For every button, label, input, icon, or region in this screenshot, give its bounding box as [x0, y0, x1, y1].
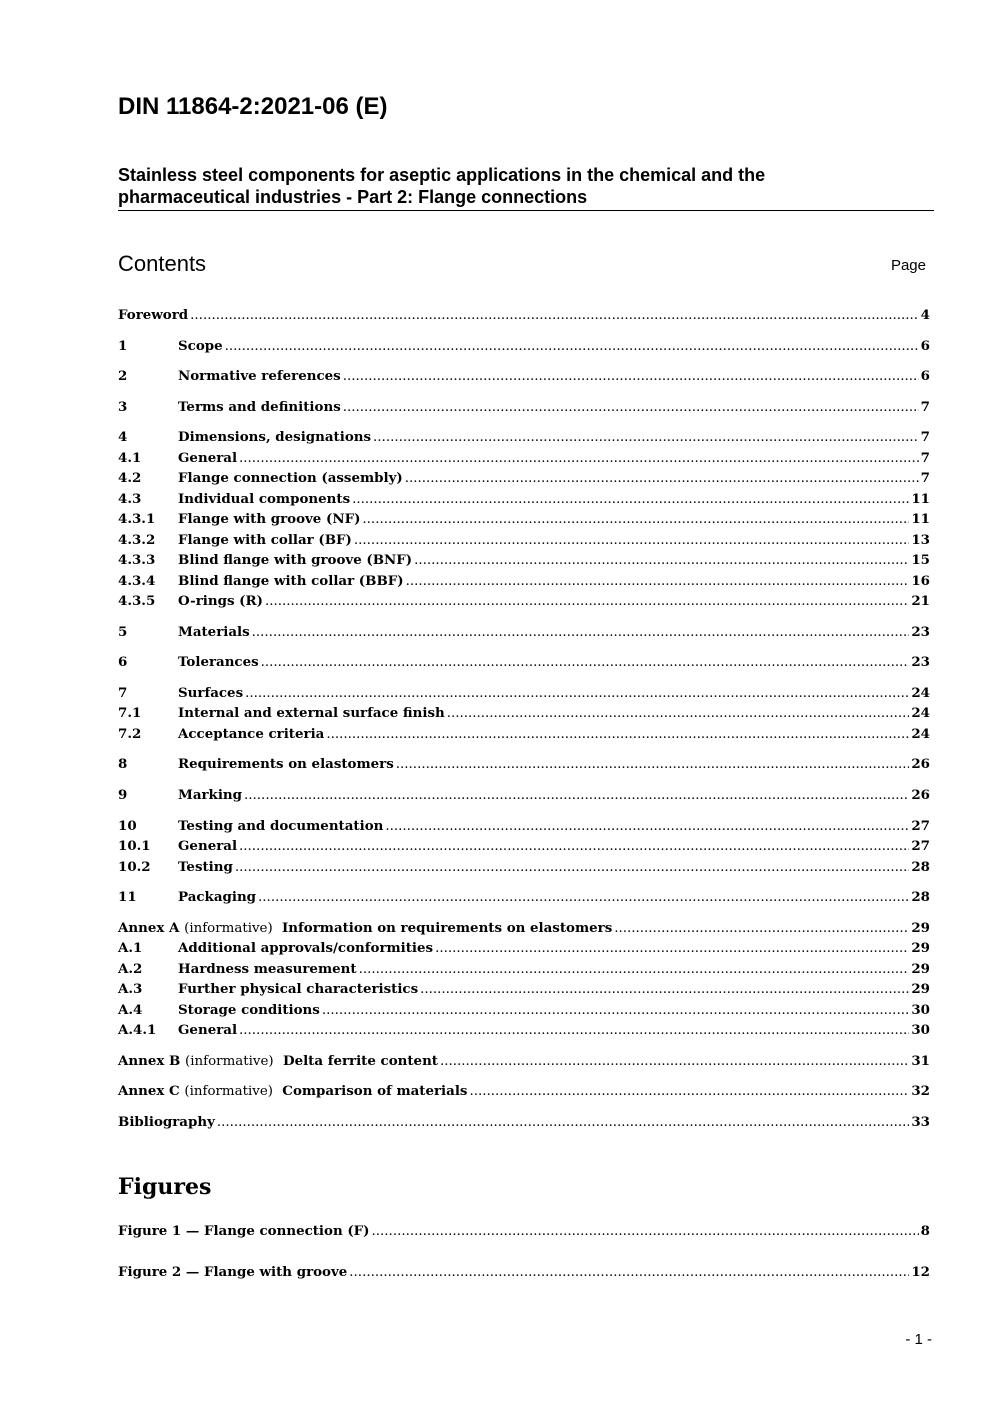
toc-entry-label: Flange with groove (NF): [178, 511, 361, 527]
toc-entry-number: 5: [118, 624, 128, 640]
toc-entry-number: 4.3.3: [118, 552, 156, 568]
toc-entry[interactable]: [118, 705, 930, 725]
figure-entry-page: 12: [911, 1264, 930, 1280]
toc-entry-page: 27: [911, 838, 930, 854]
toc-entry[interactable]: [118, 818, 930, 838]
annex-id: Annex C: [118, 1083, 180, 1099]
dot-leader: [440, 1054, 909, 1069]
toc-entry-number: 4.2: [118, 470, 142, 486]
figure-entry-page: 8: [920, 1223, 930, 1239]
dot-leader: [217, 1115, 910, 1130]
figure-entry[interactable]: [118, 1264, 930, 1284]
page-column-label: Page: [890, 257, 926, 274]
toc-entry-page: 24: [911, 685, 930, 701]
toc-entry-label: Acceptance criteria: [178, 726, 325, 742]
dot-leader: [405, 471, 919, 486]
dot-leader: [326, 727, 909, 742]
dot-leader: [244, 788, 909, 803]
dot-leader: [252, 625, 910, 640]
contents-heading: Contents: [118, 251, 207, 276]
toc-entry-label: Dimensions, designations: [178, 429, 372, 445]
toc-entry-label: Surfaces: [178, 685, 244, 701]
toc-entry-label: Additional approvals/conformities: [178, 940, 434, 956]
dot-leader: [362, 512, 909, 527]
toc-entry-number: 1: [118, 338, 128, 354]
toc-entry-number: 4.3: [118, 491, 142, 507]
annex-title: Information on requirements on elastomers: [282, 920, 613, 936]
toc-entry-label: Blind flange with collar (BBF): [178, 573, 404, 589]
toc-entry[interactable]: [118, 1002, 930, 1022]
toc-entry-page: 7: [920, 470, 930, 486]
toc-entry-page: 29: [911, 981, 930, 997]
toc-entry[interactable]: [118, 1053, 930, 1073]
dot-leader: [406, 574, 910, 589]
toc-entry-number: 7.2: [118, 726, 142, 742]
toc-entry-page: 13: [911, 532, 930, 548]
dot-leader: [372, 1224, 919, 1239]
toc-entry-label: General: [178, 1022, 238, 1038]
toc-entry-page: 15: [911, 552, 930, 568]
dot-leader: [235, 860, 910, 875]
toc-entry[interactable]: [118, 532, 930, 552]
annex-id: Annex B: [118, 1053, 181, 1069]
toc-entry-label: Flange with collar (BF): [178, 532, 352, 548]
toc-entry-label: Further physical characteristics: [178, 981, 419, 997]
toc-entry-page: 7: [920, 450, 930, 466]
dot-leader: [265, 594, 909, 609]
toc-entry-page: 23: [911, 624, 930, 640]
toc-entry-label: Foreword: [118, 307, 189, 323]
toc-entry-number: 4.3.1: [118, 511, 156, 527]
toc-entry-number: 4.1: [118, 450, 142, 466]
page-number: - 1 -: [905, 1331, 932, 1348]
toc-entry-label: Hardness measurement: [178, 961, 357, 977]
document-id: DIN 11864-2:2021-06 (E): [118, 93, 388, 120]
toc-entry[interactable]: [118, 1083, 930, 1103]
dot-leader: [420, 982, 909, 997]
toc-entry[interactable]: [118, 491, 930, 511]
toc-entry[interactable]: [118, 889, 930, 909]
toc-entry-number: 4.3.5: [118, 593, 156, 609]
toc-entry-number: 10: [118, 818, 137, 834]
toc-entry-page: 30: [911, 1022, 930, 1038]
toc-entry[interactable]: [118, 511, 930, 531]
document-title-line-1: Stainless steel components for aseptic applications in the chemical and the: [118, 165, 766, 185]
toc-entry-number: 9: [118, 787, 128, 803]
toc-entry[interactable]: [118, 450, 930, 470]
toc-entry-number: 4.3.2: [118, 532, 156, 548]
toc-entry-page: 11: [911, 491, 930, 507]
toc-entry-label: O-rings (R): [178, 593, 263, 609]
annex-informative: (informative): [184, 1084, 273, 1099]
toc-entry-page: 21: [911, 593, 930, 609]
toc-entry-page: 23: [911, 654, 930, 670]
annex-id: Annex A: [118, 920, 180, 936]
dot-leader: [352, 492, 909, 507]
toc-entry[interactable]: [118, 756, 930, 776]
document-title-line-2: pharmaceutical industries - Part 2: Flange connections: [118, 187, 588, 207]
dot-leader: [414, 553, 909, 568]
toc-entry-page: 29: [911, 940, 930, 956]
toc-entry-label: Scope: [178, 338, 223, 354]
toc-entry-page: 31: [911, 1053, 930, 1069]
toc-entry-number: 10.1: [118, 838, 151, 854]
toc-entry[interactable]: [118, 429, 930, 449]
toc-entry-page: 30: [911, 1002, 930, 1018]
toc-entry-label: Requirements on elastomers: [178, 756, 394, 772]
toc-entry-page: 33: [911, 1114, 930, 1130]
toc-entry-page: 29: [911, 920, 930, 936]
toc-entry-label: [118, 920, 612, 936]
document-title: [118, 164, 934, 211]
toc-entry-page: 27: [911, 818, 930, 834]
toc-entry-number: 10.2: [118, 859, 151, 875]
toc-entry-page: 7: [920, 399, 930, 415]
toc-entry[interactable]: [118, 307, 930, 327]
dot-leader: [225, 339, 919, 354]
figures-heading: Figures: [118, 1174, 212, 1200]
toc-entry-number: 3: [118, 399, 128, 415]
toc-entry-number: 6: [118, 654, 128, 670]
toc-entry[interactable]: [118, 726, 930, 746]
toc-entry-number: 4: [118, 429, 128, 445]
annex-informative: (informative): [185, 1054, 274, 1069]
toc-entry[interactable]: [118, 981, 930, 1001]
toc-entry-label: General: [178, 838, 238, 854]
toc-entry-page: 7: [920, 429, 930, 445]
toc-entry[interactable]: [118, 624, 930, 644]
toc-entry-number: 4.3.4: [118, 573, 156, 589]
toc-entry-number: 7.1: [118, 705, 142, 721]
toc-entry-label: Packaging: [178, 889, 257, 905]
dot-leader: [239, 451, 919, 466]
toc-entry-page: 26: [911, 787, 930, 803]
toc-entry-number: A.2: [118, 961, 143, 977]
dot-leader: [469, 1084, 909, 1099]
dot-leader: [614, 921, 909, 936]
annex-title: Comparison of materials: [282, 1083, 468, 1099]
toc-entry-label: Blind flange with groove (BNF): [178, 552, 413, 568]
toc-entry-label: Normative references: [178, 368, 341, 384]
toc-entry[interactable]: [118, 654, 930, 674]
dot-leader: [396, 757, 910, 772]
annex-informative: (informative): [184, 921, 273, 936]
toc-entry-page: 28: [911, 859, 930, 875]
toc-entry-label: [118, 1083, 467, 1099]
toc-entry-page: 4: [920, 307, 930, 323]
toc-entry-label: Bibliography: [118, 1114, 215, 1130]
toc-entry[interactable]: [118, 685, 930, 705]
toc-entry-label: Internal and external surface finish: [178, 705, 445, 721]
toc-entry-number: 2: [118, 368, 128, 384]
toc-entry-number: 7: [118, 685, 128, 701]
dot-leader: [343, 369, 919, 384]
toc-entry-label: Flange connection (assembly): [178, 470, 403, 486]
toc-entry-number: A.1: [118, 940, 143, 956]
toc-entry[interactable]: [118, 838, 930, 858]
toc-entry[interactable]: [118, 859, 930, 879]
dot-leader: [385, 819, 909, 834]
toc-entry-number: A.4.1: [118, 1022, 157, 1038]
toc-entry[interactable]: [118, 552, 930, 572]
toc-entry[interactable]: [118, 940, 930, 960]
toc-entry-number: A.3: [118, 981, 143, 997]
toc-entry-label: Marking: [178, 787, 243, 803]
toc-entry[interactable]: [118, 1022, 930, 1042]
toc-entry[interactable]: [118, 470, 930, 490]
toc-entry-label: Testing and documentation: [178, 818, 384, 834]
toc-entry-number: 8: [118, 756, 128, 772]
dot-leader: [447, 706, 910, 721]
toc-entry-label: Materials: [178, 624, 250, 640]
toc-entry[interactable]: [118, 593, 930, 613]
toc-entry-number: A.4: [118, 1002, 143, 1018]
toc-entry-page: 26: [911, 756, 930, 772]
toc-entry-page: 32: [911, 1083, 930, 1099]
dot-leader: [349, 1265, 909, 1280]
dot-leader: [359, 962, 910, 977]
toc-entry-page: 28: [911, 889, 930, 905]
dot-leader: [435, 941, 909, 956]
dot-leader: [322, 1003, 910, 1018]
toc-entry-label: Storage conditions: [178, 1002, 320, 1018]
toc-entry-label: Testing: [178, 859, 233, 875]
toc-entry[interactable]: [118, 368, 930, 388]
dot-leader: [373, 430, 919, 445]
dot-leader: [258, 890, 909, 905]
figure-entry-label: Figure 1 — Flange connection (F): [118, 1223, 370, 1239]
toc-entry-page: 6: [920, 368, 930, 384]
toc-entry[interactable]: [118, 787, 930, 807]
toc-entry[interactable]: [118, 961, 930, 981]
toc-entry-page: 24: [911, 726, 930, 742]
toc-entry-page: 16: [911, 573, 930, 589]
dot-leader: [261, 655, 910, 670]
toc-entry-label: Terms and definitions: [178, 399, 341, 415]
annex-title: Delta ferrite content: [282, 1053, 438, 1069]
figure-entry-label: Figure 2 — Flange with groove: [118, 1264, 348, 1280]
toc-entry[interactable]: [118, 1114, 930, 1134]
toc-entry[interactable]: [118, 399, 930, 419]
dot-leader: [245, 686, 909, 701]
dot-leader: [239, 1023, 909, 1038]
toc-entry[interactable]: [118, 338, 930, 358]
dot-leader: [343, 400, 919, 415]
toc-entry-page: 24: [911, 705, 930, 721]
toc-entry-page: 6: [920, 338, 930, 354]
toc-entry-label: Tolerances: [178, 654, 259, 670]
toc-entry-number: 11: [118, 889, 137, 905]
toc-entry-label: General: [178, 450, 238, 466]
dot-leader: [239, 839, 909, 854]
toc-entry-page: 29: [911, 961, 930, 977]
toc-entry[interactable]: [118, 573, 930, 593]
toc-entry[interactable]: [118, 920, 930, 940]
dot-leader: [190, 308, 919, 323]
toc-entry-page: 11: [911, 511, 930, 527]
figure-entry[interactable]: [118, 1223, 930, 1243]
toc-entry-label: [118, 1053, 438, 1069]
toc-entry-label: Individual components: [178, 491, 351, 507]
dot-leader: [354, 533, 909, 548]
